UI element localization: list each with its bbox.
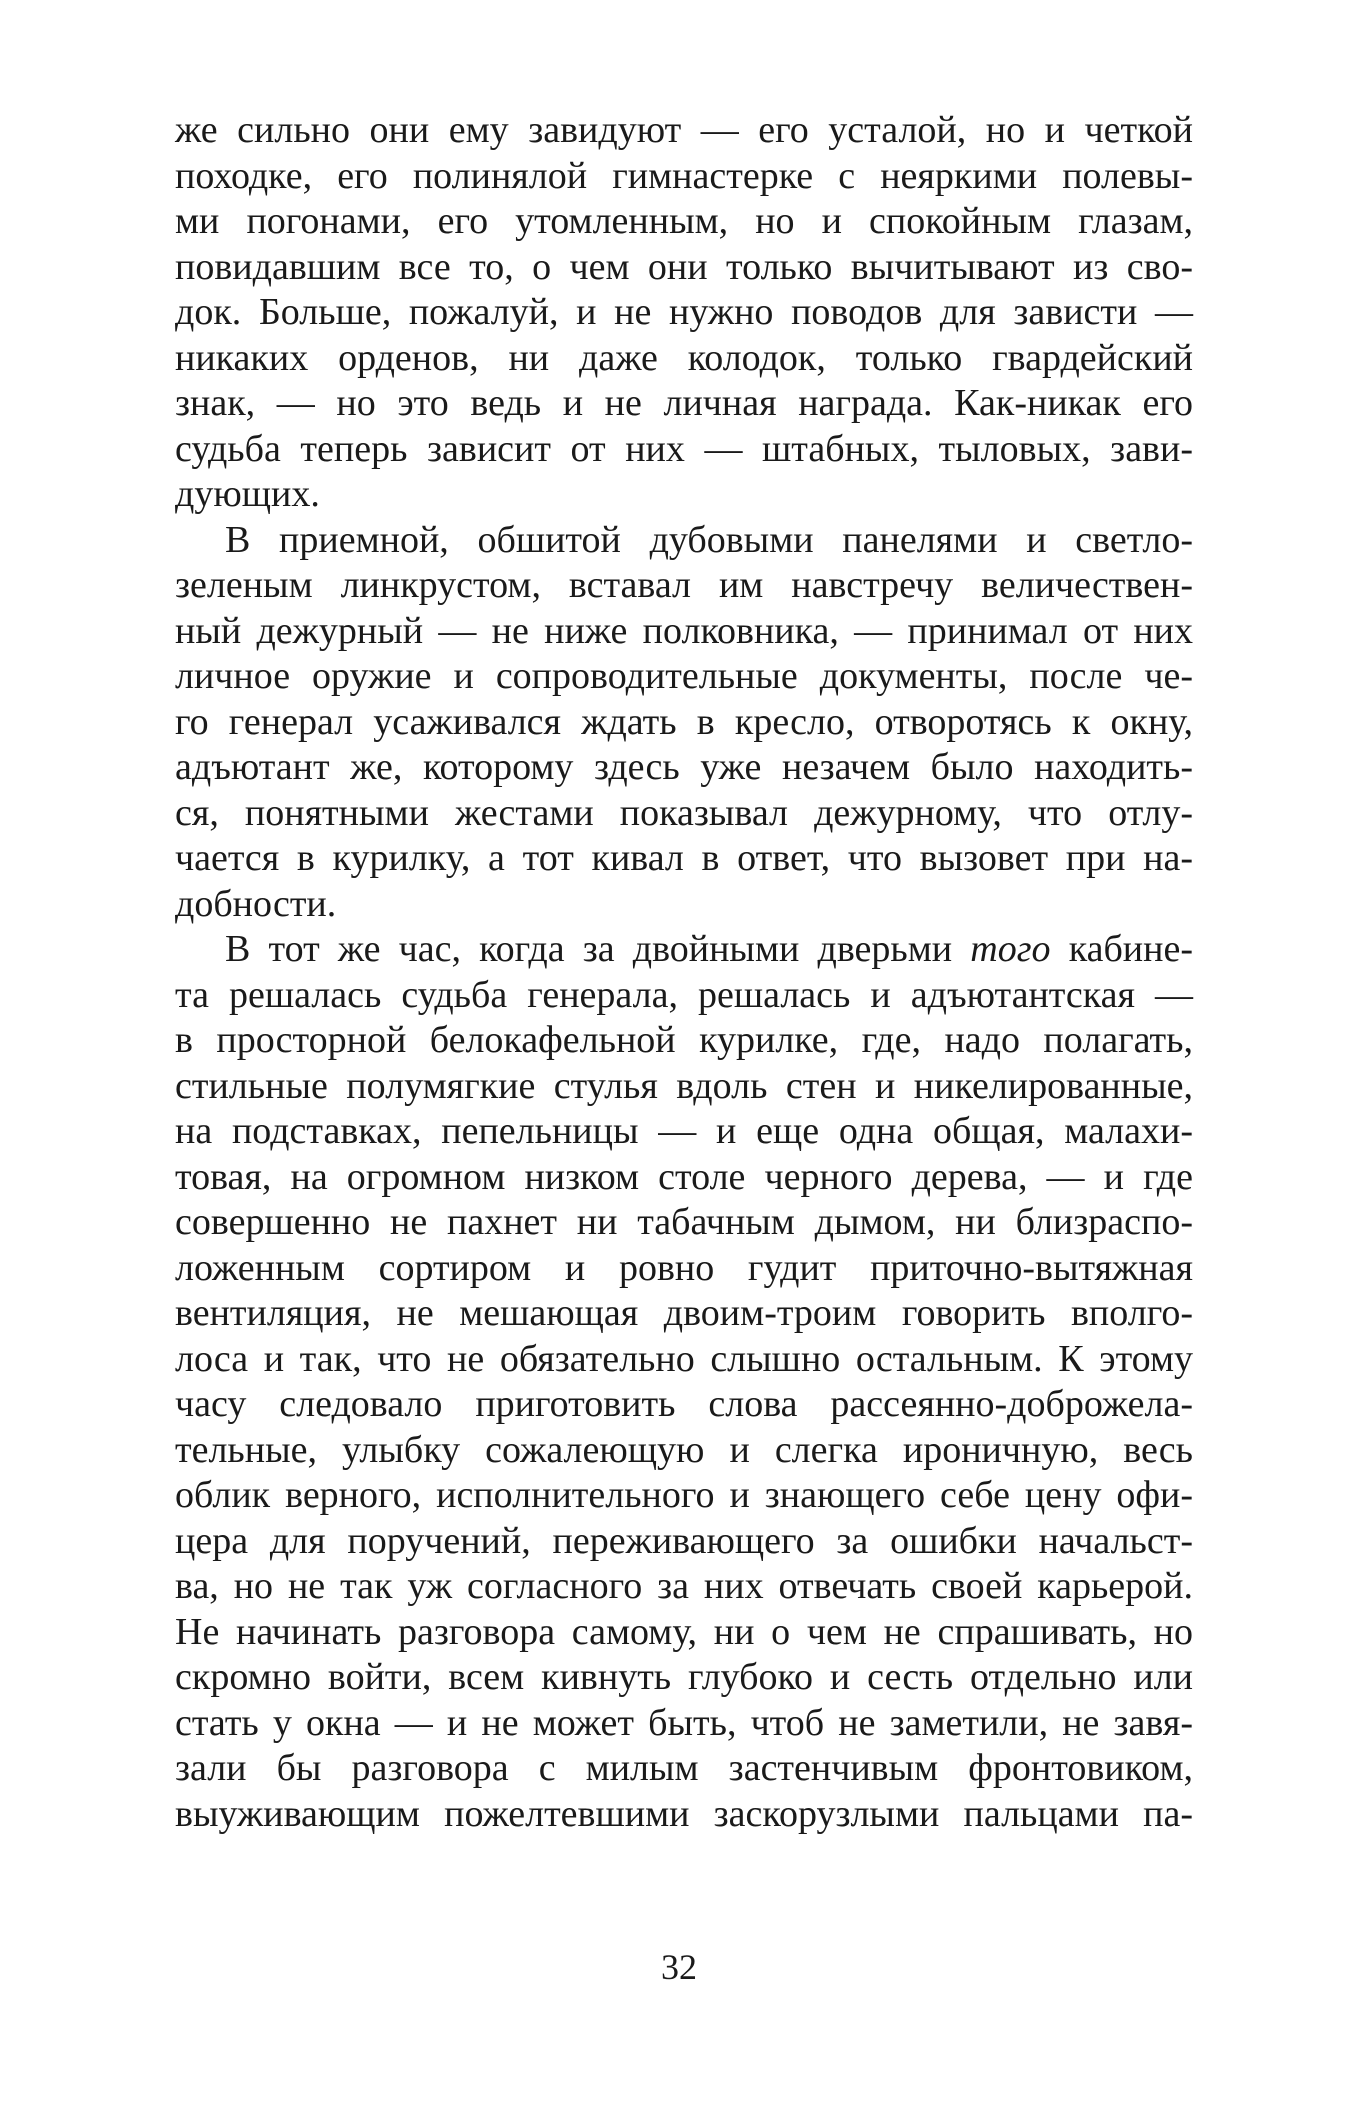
text-segment: товая, на огромном низком столе черного дерева, — и где <box>175 1155 1193 1198</box>
text-segment: вентиляция, не мешающая двоим-троим говорить вполго- <box>175 1292 1193 1334</box>
text-segment: на подставках, пепельницы — и еще одна общая, малахи- <box>175 1110 1193 1152</box>
paragraph <box>175 927 1193 1837</box>
text-line <box>175 836 1193 882</box>
text-line <box>175 336 1193 382</box>
italic-word: того <box>970 928 1051 970</box>
text-line <box>175 1564 1193 1610</box>
text-line <box>175 1655 1193 1701</box>
text-line <box>175 1473 1193 1519</box>
text-segment: дующих. <box>175 473 320 515</box>
text-line <box>175 290 1193 336</box>
text-line <box>175 973 1193 1019</box>
text-line <box>175 1382 1193 1428</box>
text-segment: выуживающим пожелтевшими заскорузлыми пальцами па- <box>175 1792 1193 1835</box>
text-segment: знак, — но это ведь и не личная награда. Как-никак его <box>175 382 1193 424</box>
text-line <box>175 199 1193 245</box>
text-line <box>175 1792 1193 1838</box>
text-line <box>175 882 1193 928</box>
text-segment: добности. <box>175 882 337 925</box>
paragraph <box>175 518 1193 928</box>
text-line <box>175 654 1193 700</box>
text-line <box>175 1746 1193 1792</box>
text-line <box>175 154 1193 200</box>
text-segment: личное оружие и сопроводительные документы, после че- <box>175 655 1193 697</box>
text-segment: ми погонами, его утомленным, но и спокойным глазам, <box>175 200 1193 242</box>
text-segment: ный дежурный — не ниже полковника, — принимал от них <box>175 609 1193 652</box>
text-segment: совершенно не пахнет ни табачным дымом, ни близраспо- <box>175 1201 1193 1243</box>
text-segment: облик верного, исполнительного и знающего себе цену офи- <box>175 1474 1193 1516</box>
text-segment: ся, понятными жестами показывал дежурному, что отлу- <box>175 791 1193 834</box>
page-number: 32 <box>661 1947 697 1987</box>
text-line <box>175 563 1193 609</box>
text-line <box>175 791 1193 837</box>
paragraph <box>175 108 1193 518</box>
text-segment: док. Больше, пожалуй, и не нужно поводов для зависти — <box>175 291 1193 333</box>
text-segment: тельные, улыбку сожалеющую и слегка ироничную, весь <box>175 1428 1193 1471</box>
text-line <box>175 1701 1193 1747</box>
text-line <box>175 245 1193 291</box>
text-segment: никаких орденов, ни даже колодок, только гвардейский <box>175 336 1193 379</box>
text-line <box>175 1610 1193 1656</box>
text-line <box>175 472 1193 518</box>
text-segment: стать у окна — и не может быть, чтоб не заметили, не завя- <box>175 1701 1193 1744</box>
text-line <box>175 108 1193 154</box>
text-segment: скромно войти, всем кивнуть глубоко и сесть отдельно или <box>175 1656 1193 1698</box>
text-segment: го генерал усаживался ждать в кресло, отворотясь к окну, <box>175 700 1193 743</box>
body-text <box>175 108 1193 1837</box>
text-line <box>175 427 1193 473</box>
text-segment: зеленым линкрустом, вставал им навстречу величествен- <box>175 564 1193 606</box>
text-segment: походке, его полинялой гимнастерке с неяркими полевы- <box>175 154 1193 197</box>
text-segment: Не начинать разговора самому, ни о чем не спрашивать, но <box>175 1610 1193 1653</box>
text-segment: же сильно они ему завидуют — его усталой, но и четкой <box>175 109 1193 151</box>
text-line <box>175 1155 1193 1201</box>
text-segment: чается в курилку, а тот кивал в ответ, что вызовет при на- <box>175 837 1193 879</box>
text-line <box>175 1018 1193 1064</box>
text-line <box>175 518 1193 564</box>
text-segment: та решалась судьба генерала, решалась и адъютантская — <box>175 973 1193 1016</box>
text-line <box>175 1337 1193 1383</box>
text-segment: цера для поручений, переживающего за ошибки начальст- <box>175 1519 1193 1562</box>
text-segment: адъютант же, которому здесь уже незачем было находить- <box>175 746 1193 788</box>
text-line <box>175 745 1193 791</box>
text-line <box>175 927 1193 973</box>
text-segment: ва, но не так уж согласного за них отвечать своей карьерой. <box>175 1565 1193 1607</box>
text-line <box>175 1200 1193 1246</box>
text-segment: В тот же час, когда за двойными дверьми <box>225 928 971 970</box>
text-segment: кабине- <box>1050 928 1193 970</box>
text-line <box>175 381 1193 427</box>
text-line <box>175 609 1193 655</box>
text-segment: в просторной белокафельной курилке, где, надо полагать, <box>175 1019 1193 1061</box>
text-line <box>175 1064 1193 1110</box>
text-segment: повидавшим все то, о чем они только вычитывают из сво- <box>175 245 1193 288</box>
text-line <box>175 1109 1193 1155</box>
text-segment: В приемной, обшитой дубовыми панелями и светло- <box>225 518 1193 561</box>
text-segment: стильные полумягкие стулья вдоль стен и никелированные, <box>175 1064 1193 1107</box>
text-segment: судьба теперь зависит от них — штабных, тыловых, зави- <box>175 427 1193 470</box>
text-line <box>175 1519 1193 1565</box>
text-line <box>175 700 1193 746</box>
text-line <box>175 1291 1193 1337</box>
text-line <box>175 1246 1193 1292</box>
text-segment: ложенным сортиром и ровно гудит приточно-вытяжная <box>175 1246 1193 1289</box>
text-segment: зали бы разговора с милым застенчивым фронтовиком, <box>175 1747 1193 1789</box>
text-segment: лоса и так, что не обязательно слышно остальным. К этому <box>175 1337 1193 1380</box>
text-segment: часу следовало приготовить слова рассеянно-доброжела- <box>175 1383 1193 1425</box>
text-line <box>175 1428 1193 1474</box>
